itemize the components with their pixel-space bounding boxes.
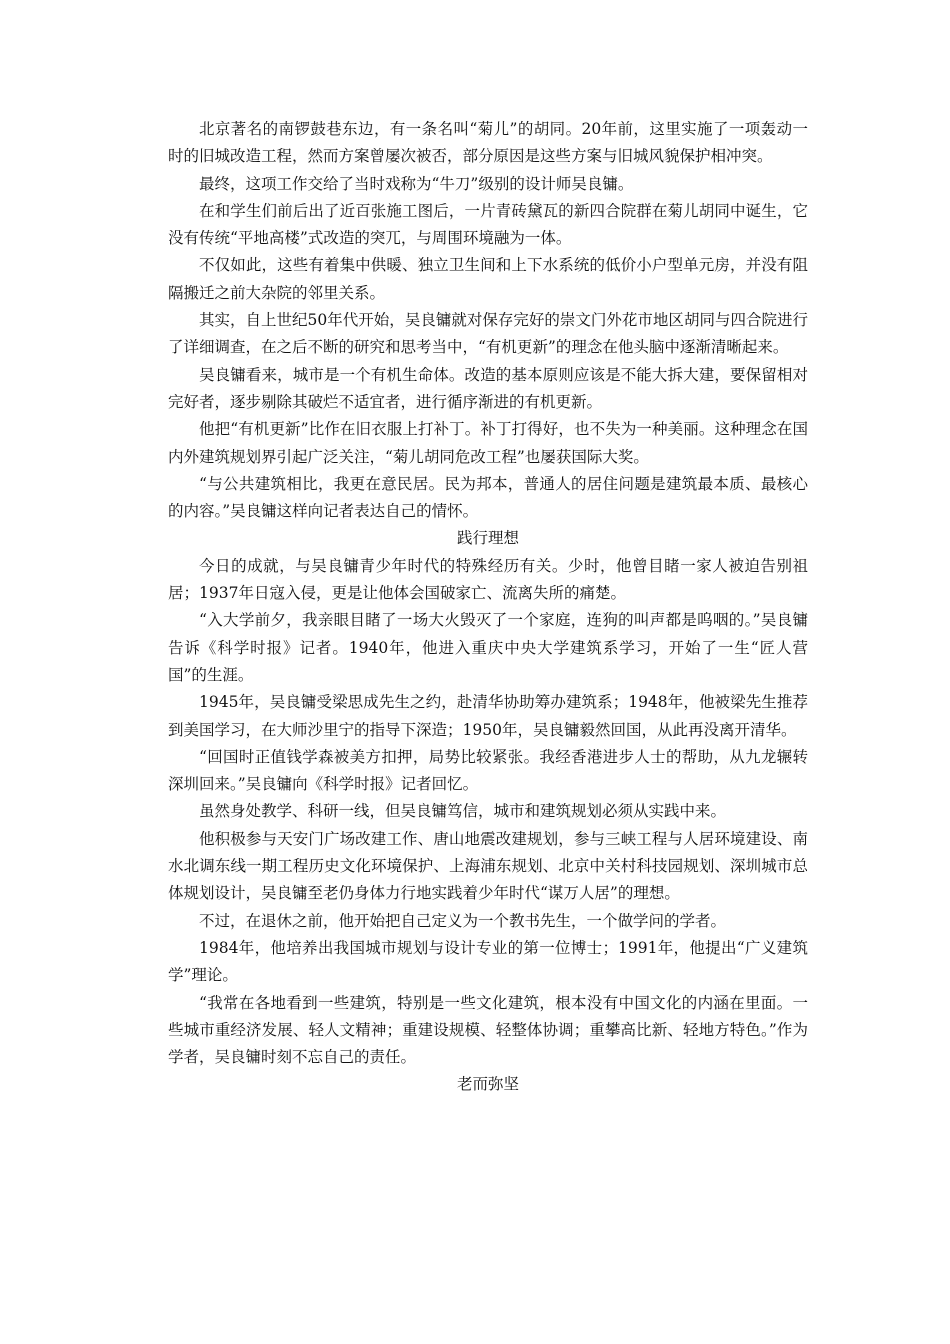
article-body: [168, 116, 808, 1099]
paragraph: 他把“有机更新”比作在旧衣服上打补丁。补丁打得好，也不失为一种美丽。这种理念在国内外建筑规划界引起广泛关注，“菊儿胡同危改工程”也屡获国际大奖。: [168, 420, 808, 466]
paragraph: 今日的成就，与吴良镛青少年时代的特殊经历有关。少时，他曾目睹一家人被迫告别祖居；1937年日寇入侵，更是让他体会国破家亡、流离失所的痛楚。: [168, 556, 808, 603]
paragraph: “我常在各地看到一些建筑，特别是一些文化建筑，根本没有中国文化的内涵在里面。一些城市重经济发展、轻人文精神；重建设规模、轻整体协调；重攀高比新、轻地方特色。”作为学者，吴良镛时刻不忘自己的责任。: [168, 993, 808, 1067]
section-heading: 老而弥坚: [456, 1075, 519, 1094]
section-heading: 践行理想: [456, 529, 519, 548]
paragraph: 1945年，吴良镛受梁思成先生之约，赴清华协助筹办建筑系；1948年，他被梁先生推荐到美国学习，在大师沙里宁的指导下深造；1950年，吴良镛毅然回国，从此再没离开清华。: [168, 693, 808, 739]
paragraph: “与公共建筑相比，我更在意民居。民为邦本，普通人的居住问题是建筑最本质、最核心的内容。”吴良镛这样向记者表达自己的情怀。: [168, 474, 808, 521]
paragraph: 他积极参与天安门广场改建工作、唐山地震改建规划，参与三峡工程与人居环境建设、南水北调东线一期工程历史文化环境保护、上海浦东规划、北京中关村科技园规划、深圳城市总体规划设计，吴良镛至老仍身体力行地实践着少年时代“谋万人居”的理想。: [168, 829, 808, 903]
paragraph: 不过，在退休之前，他开始把自己定义为一个教书先生，一个做学问的学者。: [199, 911, 727, 930]
paragraph: 虽然身处教学、科研一线，但吴良镛笃信，城市和建筑规划必须从实践中来。: [199, 802, 727, 821]
paragraph: “回国时正值钱学森被美方扣押，局势比较紧张。我经香港进步人士的帮助，从九龙辗转深圳回来。”吴良镛向《科学时报》记者回忆。: [168, 747, 808, 794]
paragraph: 北京著名的南锣鼓巷东边，有一条名叫“菊儿”的胡同。20年前，这里实施了一项轰动一时的旧城改造工程，然而方案曾屡次被否，部分原因是这些方案与旧城风貌保护相冲突。: [168, 120, 808, 166]
paragraph: 不仅如此，这些有着集中供暖、独立卫生间和上下水系统的低价小户型单元房，并没有阻隔搬迁之前大杂院的邻里关系。: [168, 256, 808, 302]
paragraph: 最终，这项工作交给了当时戏称为“牛刀”级别的设计师吴良镛。: [199, 174, 634, 193]
paragraph: “入大学前夕，我亲眼目睹了一场大火毁灭了一个家庭，连狗的叫声都是呜咽的。”吴良镛告诉《科学时报》记者。1940年，他进入重庆中央大学建筑系学习，开始了一生“匠人营国”的生涯。: [168, 611, 808, 684]
paragraph: 吴良镛看来，城市是一个有机生命体。改造的基本原则应该是不能大拆大建，要保留相对完好者，逐步剔除其破烂不适宜者，进行循序渐进的有机更新。: [168, 365, 808, 411]
paragraph: 其实，自上世纪50年代开始，吴良镛就对保存完好的崇文门外花市地区胡同与四合院进行了详细调查，在之后不断的研究和思考当中，“有机更新”的理念在他头脑中逐渐清晰起来。: [168, 311, 808, 357]
paragraph: 1984年，他培养出我国城市规划与设计专业的第一位博士；1991年，他提出“广义建筑学”理论。: [168, 938, 808, 985]
paragraph: 在和学生们前后出了近百张施工图后，一片青砖黛瓦的新四合院群在菊儿胡同中诞生，它没有传统“平地高楼”式改造的突兀，与周围环境融为一体。: [168, 201, 808, 248]
